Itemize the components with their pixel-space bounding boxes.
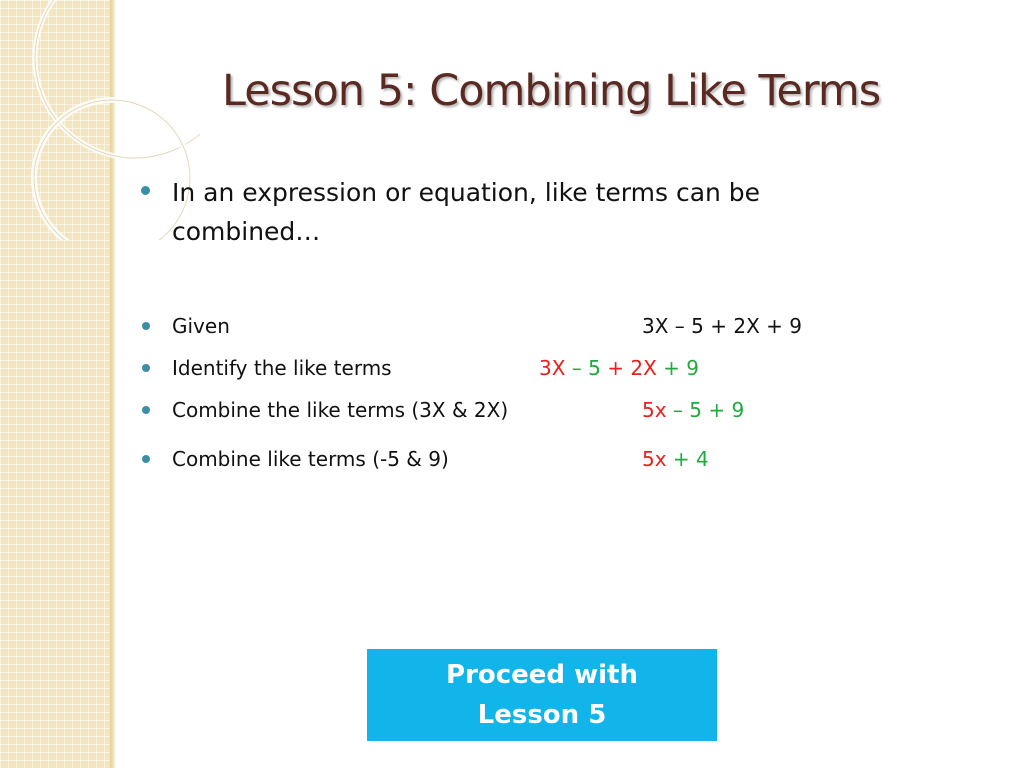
expression-part: 3X – 5 + 2X + 9: [642, 314, 802, 338]
expression-part: + 4: [666, 447, 709, 471]
bullet-dot: [142, 406, 150, 414]
step-expression-combine-constants: [642, 447, 709, 471]
step-expression-given: [642, 314, 802, 338]
expression-part: – 5 + 9: [666, 398, 745, 422]
expression-part: – 5: [565, 356, 608, 380]
expression-part: + 2X: [607, 356, 657, 380]
bullet-dot: [142, 455, 150, 463]
expression-part: + 9: [656, 356, 699, 380]
intro-text: In an expression or equation, like terms can be combined…: [172, 178, 761, 246]
bullet-dot: [141, 186, 150, 195]
proceed-button-line1: Proceed with: [446, 660, 638, 690]
bullet-dot: [142, 322, 150, 330]
step-label-identify: Identify the like terms: [172, 356, 392, 380]
expression-part: 3X: [539, 356, 566, 380]
expression-part: 5x: [642, 398, 667, 422]
expression-part: 5x: [642, 447, 667, 471]
step-label-given: Given: [172, 314, 230, 338]
step-label-combine-x: Combine the like terms (3X & 2X): [172, 398, 509, 422]
decorative-circles: [0, 0, 200, 240]
bullet-dot: [142, 364, 150, 372]
step-expression-combine-x: [642, 398, 744, 422]
slide-title: Lesson 5: Combining Like Terms: [222, 66, 881, 116]
proceed-lesson-button[interactable]: [367, 649, 717, 741]
step-expression-identify: [539, 356, 699, 380]
step-label-combine-constants: Combine like terms (-5 & 9): [172, 447, 449, 471]
proceed-button-line2: Lesson 5: [477, 700, 607, 730]
